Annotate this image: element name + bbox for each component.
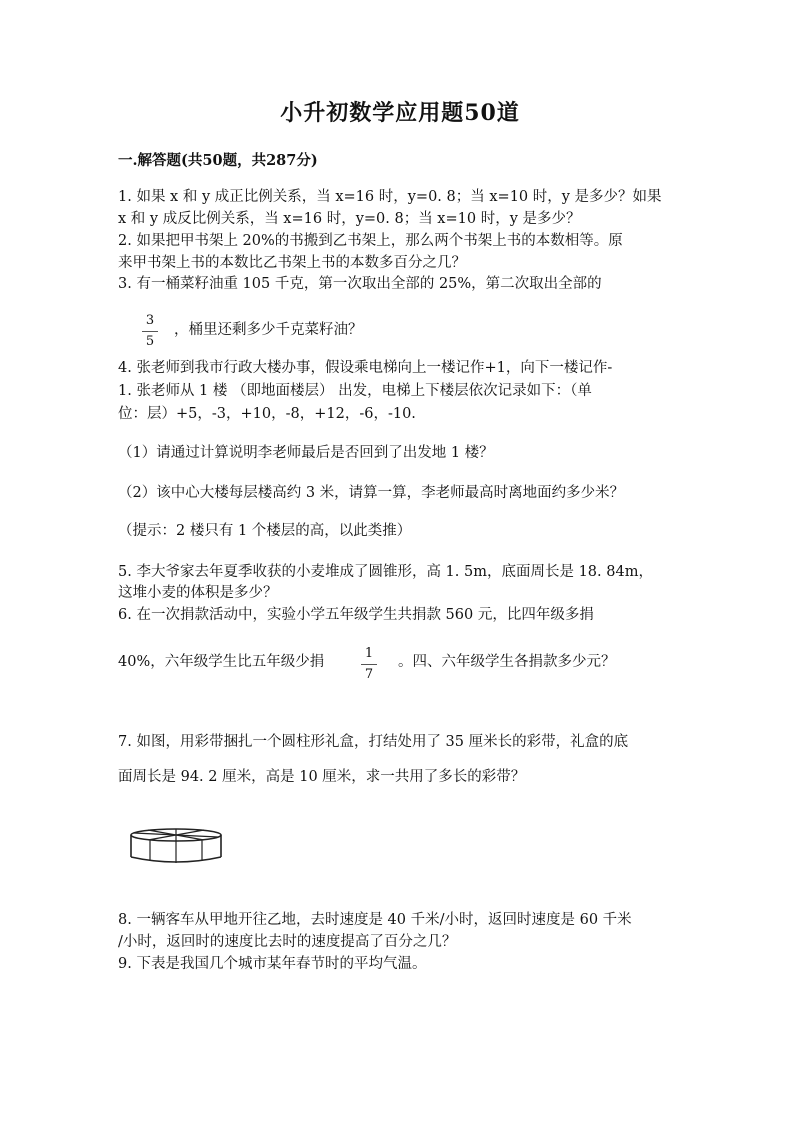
page-title: 小升初数学应用题50道 xyxy=(280,100,520,126)
cylinder-drawing xyxy=(128,826,224,866)
fraction-denominator: 7 xyxy=(364,667,374,682)
q1-line1: 1. 如果 x 和 y 成正比例关系，当 x=16 时，y=0. 8；当 x=10 时，y 是多少？如果 xyxy=(118,189,662,205)
q4-sub1: （1）请通过计算说明李老师最后是否回到了出发地 1 楼？ xyxy=(118,445,494,461)
q7-line1: 7. 如图，用彩带捆扎一个圆柱形礼盒，打结处用了 35 厘米长的彩带，礼盒的底 xyxy=(118,734,629,750)
q4-hint: （提示：2 楼只有 1 个楼层的高，以此类推） xyxy=(118,523,412,539)
cylinder-gift-box-figure xyxy=(128,826,224,870)
q4-line2: 1. 张老师从 1 楼 （即地面楼层） 出发，电梯上下楼层依次记录如下：（单 xyxy=(118,383,592,399)
q4-sub2: （2）该中心大楼每层楼高约 3 米，请算一算，李老师最高时离地面约多少米？ xyxy=(118,485,625,501)
q4-line3: 位：层）+5，-3，+10，-8，+12，-6，-10. xyxy=(118,406,416,422)
q8-line1: 8. 一辆客车从甲地开往乙地，去时速度是 40 千米/小时，返回时速度是 60 千米 xyxy=(118,912,632,928)
q9-line1: 9. 下表是我国几个城市某年春节时的平均气温。 xyxy=(118,956,427,972)
q6-fraction xyxy=(360,646,378,683)
q5-line2: 这堆小麦的体积是多少？ xyxy=(118,585,278,601)
q6-line2a: 40%，六年级学生比五年级少捐 xyxy=(118,654,325,670)
q5-line1: 5. 李大爷家去年夏季收获的小麦堆成了圆锥形，高 1. 5m，底面周长是 18. 84m， xyxy=(118,564,653,580)
fraction-bar xyxy=(361,664,377,665)
fraction-denominator: 5 xyxy=(145,334,155,349)
q3-line1: 3. 有一桶菜籽油重 105 千克，第一次取出全部的 25%，第二次取出全部的 xyxy=(118,276,602,292)
q2-line1: 2. 如果把甲书架上 20%的书搬到乙书架上，那么两个书架上书的本数相等。原 xyxy=(118,233,623,249)
q3-fraction xyxy=(141,313,159,350)
fraction-numerator: 1 xyxy=(364,646,374,661)
q3-line2: ，桶里还剩多少千克菜籽油？ xyxy=(174,322,363,338)
q6-line2b: 。四、六年级学生各捐款多少元？ xyxy=(398,654,616,670)
q1-line2: x 和 y 成反比例关系，当 x=16 时，y=0. 8；当 x=10 时，y 是多少？ xyxy=(118,211,581,227)
q4-line1: 4. 张老师到我市行政大楼办事，假设乘电梯向上一楼记作+1，向下一楼记作- xyxy=(118,360,613,376)
q8-line2: /小时，返回时的速度比去时的速度提高了百分之几？ xyxy=(118,934,457,950)
q7-line2: 面周长是 94. 2 厘米，高是 10 厘米，求一共用了多长的彩带？ xyxy=(118,769,526,785)
q2-line2: 来甲书架上书的本数比乙书架上书的本数多百分之几？ xyxy=(118,255,466,271)
fraction-numerator: 3 xyxy=(145,313,155,328)
q6-line1: 6. 在一次捐款活动中，实验小学五年级学生共捐款 560 元，比四年级多捐 xyxy=(118,607,594,623)
fraction-bar xyxy=(142,331,158,332)
section-header: 一.解答题(共50题，共287分) xyxy=(118,152,318,169)
